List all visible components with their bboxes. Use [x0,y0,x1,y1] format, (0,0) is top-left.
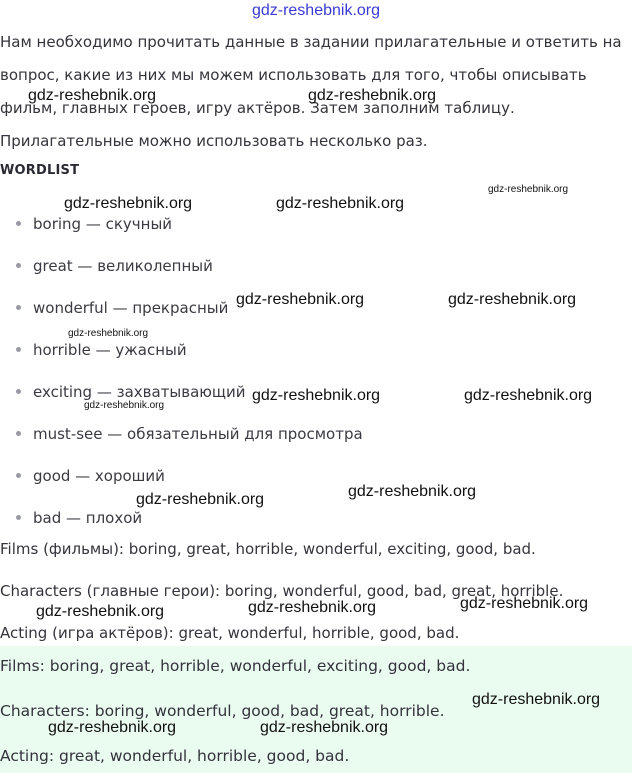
answer-films: Films: boring, great, horrible, wonderful, exciting, good, bad. [0,657,471,675]
bullet-icon [16,305,21,310]
watermark: gdz-reshebnik.org [276,195,405,212]
list-item [16,214,172,234]
bullet-icon [16,263,21,268]
watermark: gdz-reshebnik.org [464,387,593,404]
bullet-icon [16,431,21,436]
explanation-characters: Characters (главные герои): boring, wonderful, good, bad, great, horrible. [0,582,564,600]
watermark: gdz-reshebnik.org [448,291,577,308]
explanation-acting: Acting (игра актёров): great, wonderful, horrible, good, bad. [0,624,460,642]
watermark: gdz-reshebnik.org [68,328,149,339]
answer-characters: Characters: boring, wonderful, good, bad, great, horrible. [0,702,445,720]
watermark: gdz-reshebnik.org [136,491,265,508]
watermark: gdz-reshebnik.org [308,87,437,104]
bullet-icon [16,473,21,478]
list-item-text: bad — плохой [33,509,143,527]
list-item-text: horrible — ужасный [33,341,187,359]
watermark: gdz-reshebnik.org [28,87,157,104]
watermark: gdz-reshebnik.org [48,719,177,736]
site-title[interactable]: gdz-reshebnik.org [251,2,381,19]
watermark: gdz-reshebnik.org [36,603,165,620]
list-item-text: must-see — обязательный для просмотра [33,425,363,443]
intro-line-1: Нам необходимо прочитать данные в задании прилагательные и ответить на [0,33,622,51]
watermark: gdz-reshebnik.org [488,184,569,195]
list-item-text: good — хороший [33,467,165,485]
intro-line-3: фильм, главных героев, игру актёров. Затем заполним таблицу. [0,99,515,117]
list-item-text: exciting — захватывающий [33,383,246,401]
list-item-text: boring — скучный [33,215,173,233]
watermark: gdz-reshebnik.org [252,387,381,404]
intro-line-2: вопрос, какие из них мы можем использовать для того, чтобы описывать [0,66,587,84]
bullet-icon [16,389,21,394]
intro-line-4: Прилагательные можно использовать несколько раз. [0,132,428,150]
watermark: gdz-reshebnik.org [348,483,477,500]
watermark: gdz-reshebnik.org [472,691,601,708]
list-item-text: great — великолепный [33,257,213,275]
list-item [16,466,165,486]
list-item [16,256,213,276]
watermark: gdz-reshebnik.org [64,195,193,212]
watermark: gdz-reshebnik.org [248,599,377,616]
bullet-icon [16,347,21,352]
watermark: gdz-reshebnik.org [236,291,365,308]
watermark: gdz-reshebnik.org [260,719,389,736]
bullet-icon [16,515,21,520]
list-item [16,508,142,528]
watermark: gdz-reshebnik.org [84,400,165,411]
bullet-icon [16,221,21,226]
list-item [16,424,363,444]
explanation-films: Films (фильмы): boring, great, horrible, wonderful, exciting, good, bad. [0,540,536,558]
list-item [16,340,187,360]
wordlist-heading: WORDLIST [0,163,80,178]
answer-acting: Acting: great, wonderful, horrible, good, bad. [0,747,350,765]
answer-box [0,646,632,773]
list-item [16,298,228,318]
watermark: gdz-reshebnik.org [460,595,589,612]
list-item-text: wonderful — прекрасный [33,299,229,317]
list-item [16,382,246,402]
